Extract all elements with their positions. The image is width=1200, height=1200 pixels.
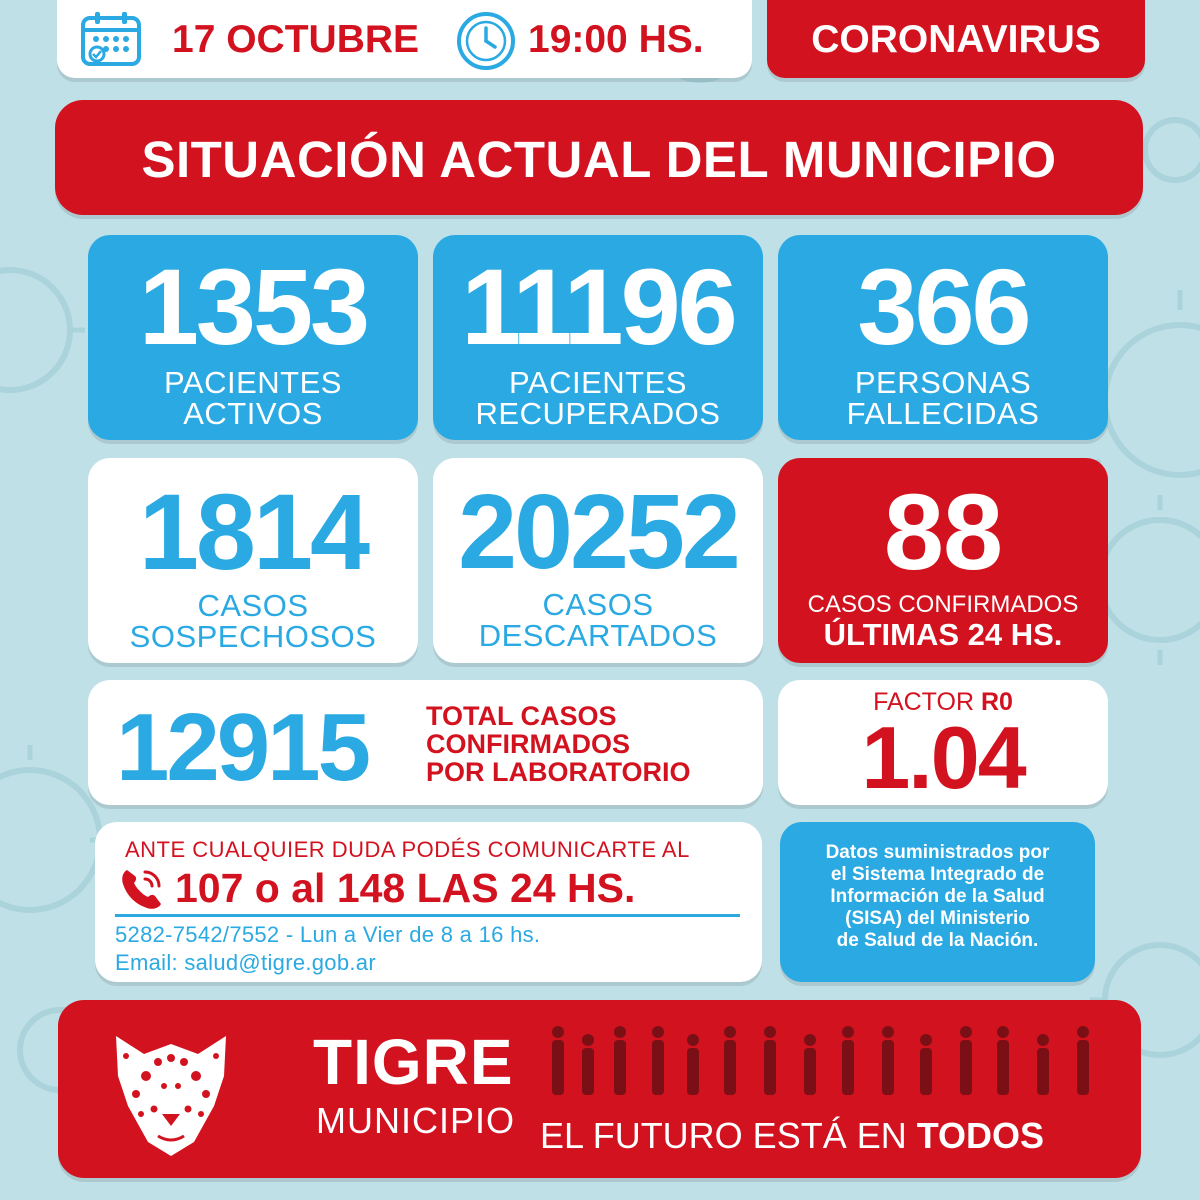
stat-value-ultimas-24hs: 88 (883, 471, 1003, 592)
brand-name: TIGRE (313, 1026, 514, 1098)
stat-value-descartados: 20252 (458, 473, 738, 591)
person-icon-head (764, 1026, 776, 1038)
calendar-icon (80, 10, 144, 68)
person-icon-head (1077, 1026, 1089, 1038)
person-icon-body (652, 1040, 664, 1095)
total-label-line3: POR LABORATORIO (426, 757, 691, 787)
total-confirmados-card (88, 680, 763, 805)
person-icon-head (882, 1026, 894, 1038)
person-icon-head (842, 1026, 854, 1038)
source-text (780, 842, 1095, 952)
contact-card (95, 822, 762, 982)
data-source-card (780, 822, 1095, 982)
person-icon-body (842, 1040, 854, 1095)
stat-label-line1: PERSONAS (854, 365, 1032, 400)
person-icon-head (997, 1026, 1009, 1038)
stat-value-activos: 1353 (138, 246, 368, 367)
person-icon-body (882, 1040, 894, 1095)
stat-label-line1: PACIENTES (509, 365, 687, 400)
stat-label-line1: CASOS CONFIRMADOS (807, 591, 1079, 618)
brand-sub: MUNICIPIO (316, 1100, 516, 1141)
stat-value-recuperados: 11196 (461, 246, 735, 367)
total-value: 12915 (116, 694, 368, 801)
clock-icon (455, 10, 517, 72)
source-line: de Salud de la Nación. (836, 930, 1039, 951)
person-icon-body (764, 1040, 776, 1095)
person-icon-body (582, 1048, 594, 1095)
stat-value-sospechosos: 1814 (138, 471, 368, 592)
person-icon-head (687, 1034, 699, 1046)
person-icon-body (552, 1040, 564, 1095)
person-icon-head (1037, 1034, 1049, 1046)
stat-card-activos (88, 235, 418, 440)
coronavirus-label: CORONAVIRUS (811, 18, 1101, 61)
stat-label-line2: ACTIVOS (183, 396, 323, 431)
total-label-line1: TOTAL CASOS (426, 701, 617, 731)
people-icons (540, 1020, 1105, 1100)
stat-value-fallecidas: 366 (857, 246, 1029, 367)
contact-divider (115, 914, 740, 917)
title-banner (55, 100, 1143, 215)
contact-hours: 5282-7542/7552 - Lun a Vier de 8 a 16 hs. (115, 922, 541, 947)
person-icon-head (724, 1026, 736, 1038)
contact-intro: ANTE CUALQUIER DUDA PODÉS COMUNICARTE AL (125, 837, 690, 862)
slogan-emph: TODOS (916, 1115, 1045, 1156)
person-icon-head (582, 1034, 594, 1046)
factor-value: 1.04 (861, 708, 1025, 805)
time-text: 19:00 HS. (528, 18, 704, 61)
stat-label-line2: FALLECIDAS (846, 396, 1040, 431)
page-title: SITUACIÓN ACTUAL DEL MUNICIPIO (141, 131, 1057, 188)
person-icon-head (652, 1026, 664, 1038)
stat-label-line1: PACIENTES (164, 365, 342, 400)
source-line: Información de la Salud (830, 886, 1045, 907)
stat-label-line2: ÚLTIMAS 24 HS. (823, 617, 1063, 652)
stat-card-ultimas-24hs (778, 458, 1108, 663)
slogan-prefix: EL FUTURO ESTÁ EN (540, 1115, 917, 1156)
person-icon-head (614, 1026, 626, 1038)
person-icon-body (1077, 1040, 1089, 1095)
contact-phones: 107 o al 148 LAS 24 HS. (175, 865, 636, 911)
total-label (426, 702, 691, 786)
footer-banner (58, 1000, 1141, 1178)
stat-card-fallecidas (778, 235, 1108, 440)
person-icon-body (804, 1048, 816, 1095)
date-text: 17 OCTUBRE (172, 18, 420, 61)
person-icon-body (997, 1040, 1009, 1095)
stat-card-sospechosos (88, 458, 418, 663)
stat-card-descartados (433, 458, 763, 663)
stat-label-line2: DESCARTADOS (478, 618, 718, 653)
person-icon-head (920, 1034, 932, 1046)
person-icon-body (614, 1040, 626, 1095)
jaguar-logo (96, 1014, 246, 1164)
factor-r0-card (778, 680, 1108, 805)
stat-label-line1: CASOS (542, 587, 654, 622)
source-line: (SISA) del Ministerio (845, 908, 1030, 929)
source-line: el Sistema Integrado de (830, 864, 1045, 885)
stat-label-line1: CASOS (197, 588, 309, 623)
person-icon-head (960, 1026, 972, 1038)
person-icon-head (804, 1034, 816, 1046)
person-icon-head (552, 1026, 564, 1038)
person-icon-body (1037, 1048, 1049, 1095)
person-icon-body (687, 1048, 699, 1095)
total-label-line2: CONFIRMADOS (426, 729, 630, 759)
factor-label-prefix: FACTOR (873, 688, 981, 716)
contact-email: Email: salud@tigre.gob.ar (115, 950, 376, 975)
person-icon-body (724, 1040, 736, 1095)
person-icon-body (960, 1040, 972, 1095)
stat-label-line2: RECUPERADOS (475, 396, 721, 431)
stat-label-line2: SOSPECHOSOS (129, 619, 377, 654)
stat-card-recuperados (433, 235, 763, 440)
factor-label-emph: R0 (980, 688, 1013, 716)
phone-icon (117, 864, 167, 914)
person-icon-body (920, 1048, 932, 1095)
slogan (540, 1115, 1044, 1157)
source-line: Datos suministrados por (825, 842, 1050, 863)
